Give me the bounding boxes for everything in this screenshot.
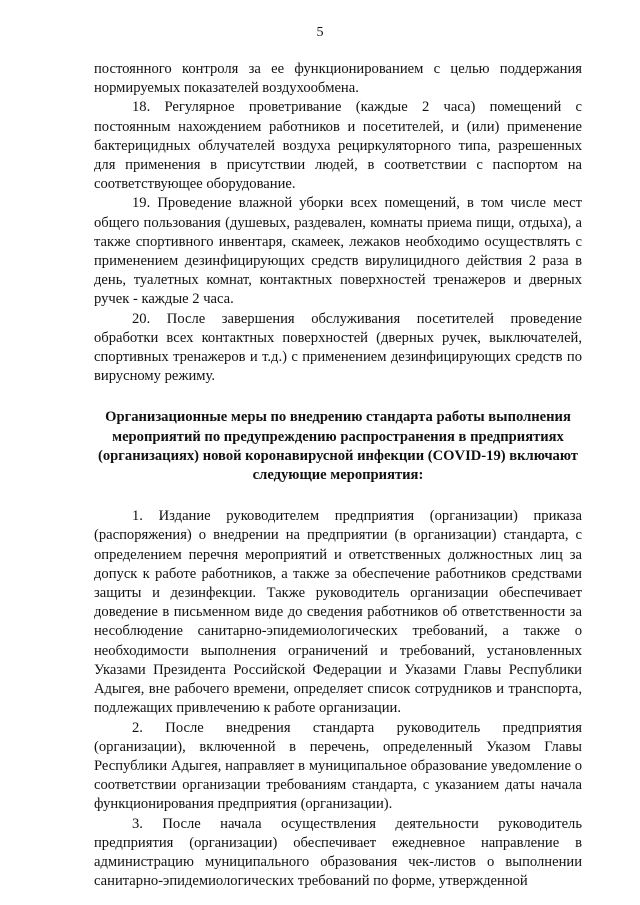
section-heading: Организационные меры по внедрению стандарта работы выполнения мероприятий по предупреждению распространения в предприятиях (организациях) новой коронавирусной инфекции (COVID-19) включают следующие мероприятия: bbox=[98, 409, 578, 484]
document-body bbox=[94, 60, 582, 891]
paragraph-continuation: постоянного контроля за ее функционированием с целью поддержания нормируемых показателей воздухообмена. bbox=[94, 61, 582, 97]
page-number: 5 bbox=[316, 25, 324, 40]
paragraph-item-1: 1. Издание руководителем предприятия (организации) приказа (распоряжения) о внедрении на предприятии (в организации) стандарта, с определением перечня мероприятий и ответственных должностных лиц за допуск к работе работников, а также за обеспечение работников средствами защиты и дезинфекции. Также руководитель организации обеспечивает доведение в письменном виде до сведения работников об ответственности за несоблюдение санитарно-эпидемиологических требований, а также о необходимости выполнения ограничений и требований, установленных Указами Президента Российской Федерации и Указами Главы Республики Адыгея, вне рабочего времени, определяет список сотрудников и транспорта, подлежащих привлечению к работе организации. bbox=[94, 508, 582, 717]
paragraph-item-20: 20. После завершения обслуживания посетителей проведение обработки всех контактных поверхностей (дверных ручек, выключателей, спортивных тренажеров и т.д.) с применением дезинфицирующих средств по вирусному режиму. bbox=[94, 310, 582, 385]
paragraph-item-18: 18. Регулярное проветривание (каждые 2 часа) помещений с постоянным нахождением работников и посетителей, и (или) применение бактерицидных облучателей воздуха рециркуляторного типа, разрешенных для применения в присутствии людей, в соответствии с паспортом на соответствующее оборудование. bbox=[94, 99, 582, 193]
paragraph-item-19: 19. Проведение влажной уборки всех помещений, в том числе мест общего пользования (душевых, раздевален, комнаты приема пищи, отдыха), а также спортивного инвентаря, скамеек, лежаков необходимо осуществлять с применением дезинфицирующих средств вирулицидного действия 2 раза в день, туалетных комнат, контактных поверхностей тренажеров и дверных ручек - каждые 2 часа. bbox=[94, 195, 582, 308]
paragraph-item-2: 2. После внедрения стандарта руководитель предприятия (организации), включенной в перечень, определенный Указом Главы Республики Адыгея, направляет в муниципальное образование уведомление о соответствии организации требованиям стандарта, с указанием даты начала функционирования предприятия (организации). bbox=[94, 719, 582, 813]
paragraph-item-3: 3. После начала осуществления деятельности руководитель предприятия (организации) обеспечивает ежедневное направление в администрацию муниципального образования чек-листов о выполнении санитарно-эпидемиологических требований по форме, утвержденной bbox=[94, 815, 582, 890]
